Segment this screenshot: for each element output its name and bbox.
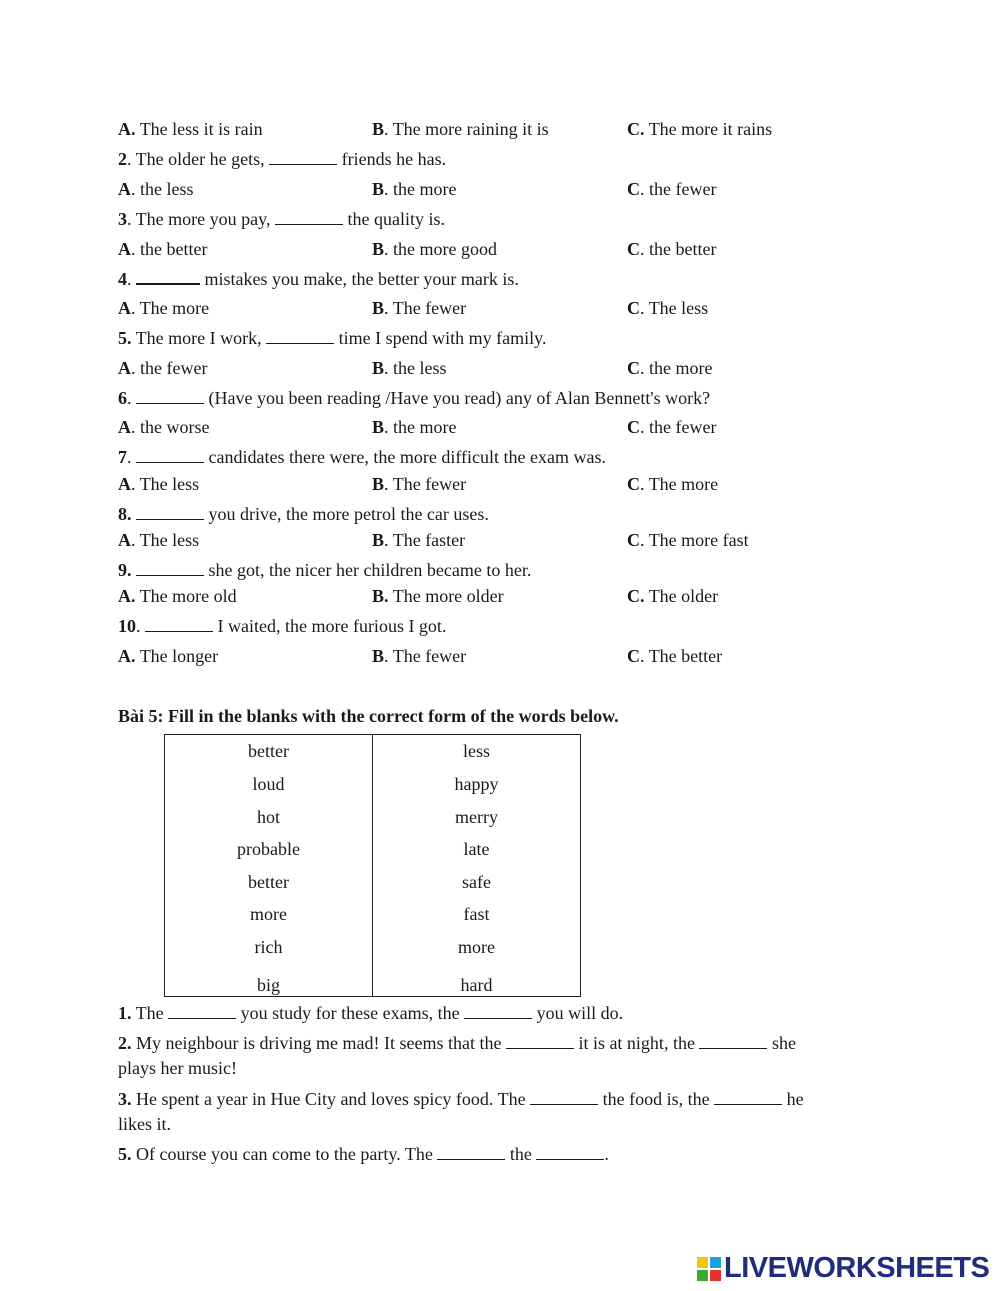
- question-8: 8. you drive, the more petrol the car uses.: [118, 504, 489, 524]
- q4-option-a: A. The more: [118, 298, 210, 318]
- answer-blank[interactable]: [437, 1144, 505, 1160]
- q1-option-c: C. The more it rains: [627, 119, 773, 139]
- question-4: 4. mistakes you make, the better your mark is.: [118, 269, 519, 289]
- answer-blank[interactable]: [136, 388, 204, 404]
- q9-option-b: B. The more older: [372, 586, 504, 606]
- q4-option-b: B. The fewer: [372, 298, 467, 318]
- word-bank-table: [164, 734, 581, 997]
- word-row: [165, 898, 581, 931]
- answer-blank[interactable]: [269, 149, 337, 165]
- sentence-3-continued: likes it.: [118, 1114, 171, 1134]
- word-cell: rich: [254, 936, 283, 957]
- logo-text: LIVEWORKSHEETS: [724, 1252, 990, 1284]
- q3-option-c: C. the better: [627, 239, 717, 259]
- word-row: [165, 768, 581, 801]
- exercise-5-heading: Bài 5: Fill in the blanks with the correct form of the words below.: [118, 706, 619, 726]
- word-row: [165, 931, 581, 964]
- q7-option-b: B. The fewer: [372, 474, 467, 494]
- answer-blank[interactable]: [136, 560, 204, 576]
- answer-blank[interactable]: [536, 1144, 604, 1160]
- q9-option-a: A. The more old: [118, 586, 237, 606]
- sentence-2: 2. My neighbour is driving me mad! It seems that the it is at night, the she: [118, 1033, 796, 1053]
- sentence-1: 1. The you study for these exams, the you will do.: [118, 1003, 624, 1023]
- word-row: [165, 800, 581, 833]
- word-cell: probable: [237, 839, 300, 860]
- word-cell: happy: [373, 768, 581, 801]
- word-cell: more: [250, 904, 287, 925]
- question-6: 6. (Have you been reading /Have you read) any of Alan Bennett's work?: [118, 388, 711, 408]
- question-7: 7. candidates there were, the more difficult the exam was.: [118, 447, 607, 467]
- answer-blank[interactable]: [530, 1089, 598, 1105]
- sentence-3: 3. He spent a year in Hue City and loves spicy food. The the food is, the he: [118, 1089, 804, 1109]
- q7-option-c: C. The more: [627, 474, 719, 494]
- word-cell: better: [248, 871, 289, 892]
- q6-option-b: B. the more: [372, 417, 457, 437]
- question-2: 2. The older he gets, friends he has.: [118, 149, 447, 169]
- answer-blank[interactable]: [266, 328, 334, 344]
- q8-option-a: A. The less: [118, 530, 200, 550]
- word-cell: hard: [373, 963, 581, 996]
- word-cell: hot: [256, 806, 280, 827]
- q5-option-b: B. the less: [372, 358, 447, 378]
- q1-option-a: A. The less it is rain: [118, 119, 263, 139]
- answer-blank[interactable]: [136, 268, 200, 285]
- q5-option-a: A. the fewer: [118, 358, 208, 378]
- logo-block: [697, 1270, 708, 1281]
- q2-option-c: C. the fewer: [627, 179, 717, 199]
- logo-block: [710, 1257, 721, 1268]
- q3-option-b: B. the more good: [372, 239, 497, 259]
- word-row: [165, 833, 581, 866]
- question-9: 9. she got, the nicer her children became to her.: [118, 560, 532, 580]
- q8-option-c: C. The more fast: [627, 530, 749, 550]
- q5-option-c: C. the more: [627, 358, 713, 378]
- q10-option-a: A. The longer: [118, 646, 219, 666]
- answer-blank[interactable]: [275, 209, 343, 225]
- answer-blank[interactable]: [136, 447, 204, 463]
- q9-option-c: C. The older: [627, 586, 719, 606]
- word-row: [165, 735, 581, 768]
- word-cell: safe: [373, 865, 581, 898]
- word-row: [165, 865, 581, 898]
- answer-blank[interactable]: [168, 1003, 236, 1019]
- q1-option-b: B. The more raining it is: [372, 119, 549, 139]
- question-3: 3. The more you pay, the quality is.: [118, 209, 445, 229]
- word-cell: fast: [373, 898, 581, 931]
- answer-blank[interactable]: [136, 504, 204, 520]
- q8-option-b: B. The faster: [372, 530, 466, 550]
- word-cell: late: [373, 833, 581, 866]
- q10-option-c: C. The better: [627, 646, 723, 666]
- word-cell: big: [256, 975, 280, 995]
- answer-blank[interactable]: [714, 1089, 782, 1105]
- answer-blank[interactable]: [699, 1033, 767, 1049]
- word-cell: more: [373, 931, 581, 964]
- liveworksheets-logo: [697, 1252, 989, 1285]
- sentence-2-continued: plays her music!: [118, 1058, 237, 1078]
- word-cell: loud: [252, 773, 285, 794]
- q2-option-b: B. the more: [372, 179, 457, 199]
- q4-option-c: C. The less: [627, 298, 709, 318]
- q2-option-a: A. the less: [118, 179, 194, 199]
- logo-block: [710, 1270, 721, 1281]
- logo-block: [697, 1257, 708, 1268]
- question-5: 5. The more I work, time I spend with my family.: [118, 328, 547, 348]
- word-cell: better: [248, 741, 289, 762]
- answer-blank[interactable]: [464, 1003, 532, 1019]
- q3-option-a: A. the better: [118, 239, 208, 259]
- word-cell: less: [373, 735, 581, 768]
- word-cell: merry: [373, 800, 581, 833]
- q10-option-b: B. The fewer: [372, 646, 467, 666]
- q7-option-a: A. The less: [118, 474, 200, 494]
- q6-option-c: C. the fewer: [627, 417, 717, 437]
- answer-blank[interactable]: [145, 616, 213, 632]
- answer-blank[interactable]: [506, 1033, 574, 1049]
- q6-option-a: A. the worse: [118, 417, 210, 437]
- word-row: [165, 963, 581, 996]
- question-10: 10. I waited, the more furious I got.: [118, 616, 447, 636]
- logo-blocks-icon: [697, 1257, 721, 1281]
- sentence-5: 5. Of course you can come to the party. The the .: [118, 1144, 609, 1164]
